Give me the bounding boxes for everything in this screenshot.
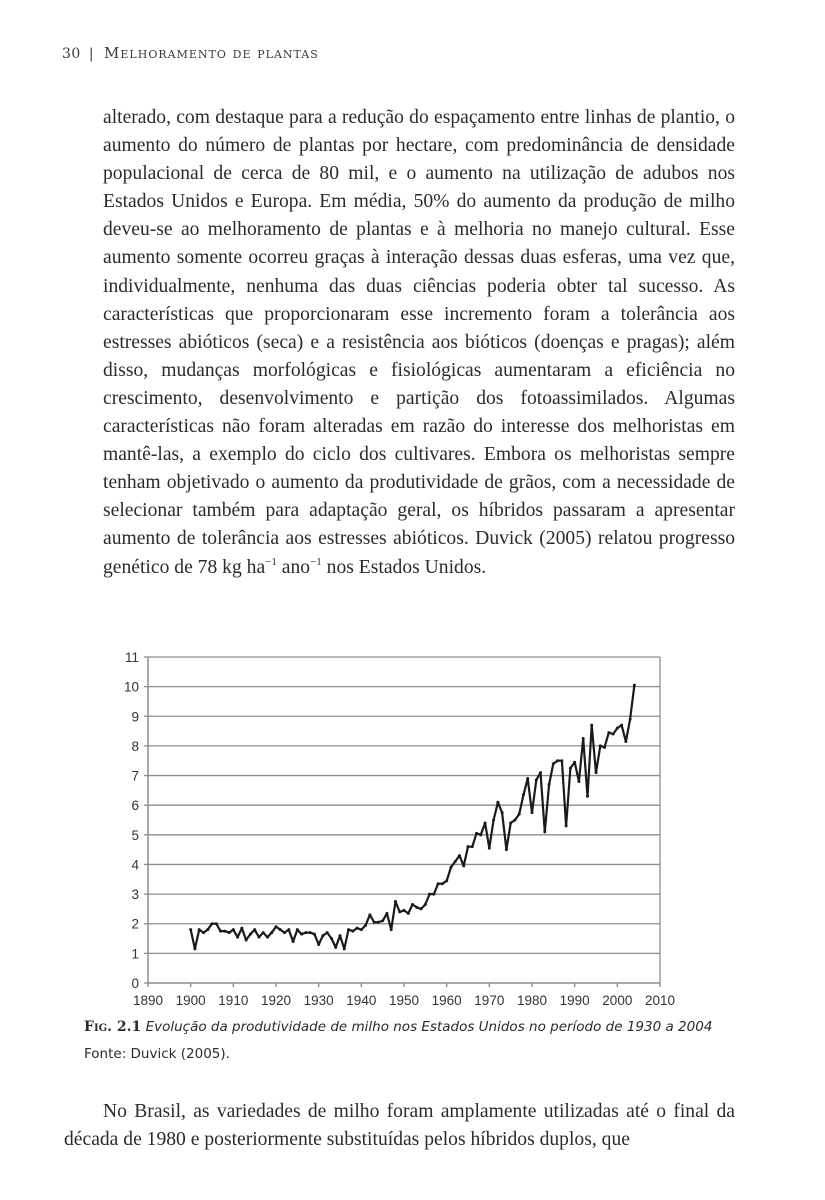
data-point <box>296 928 299 931</box>
superscript: −1 <box>310 555 322 568</box>
data-point <box>279 928 282 931</box>
data-point <box>531 811 534 814</box>
x-tick-label: 1900 <box>175 993 206 1008</box>
y-tick-label: 9 <box>131 709 139 725</box>
running-head <box>62 44 319 62</box>
book-title: Melhoramento de plantas <box>104 44 319 62</box>
data-point <box>522 793 525 796</box>
data-point <box>607 731 610 734</box>
data-point <box>445 879 448 882</box>
data-point <box>219 930 222 933</box>
data-point <box>577 780 580 783</box>
data-point <box>287 928 290 931</box>
data-point <box>565 824 568 827</box>
body-paragraph-2: No Brasil, as variedades de milho foram amplamente utilizadas até o final da década de 1980 e posteriormente substituídas pelos híbridos duplos, que <box>64 1101 735 1151</box>
x-tick-label: 2000 <box>602 993 633 1008</box>
paragraph-text: nos Estados Unidos. <box>321 556 487 578</box>
data-point <box>368 913 371 916</box>
paragraph-text: alterado, com destaque para a redução do espaçamento entre linhas de plantio, o aumento do número de plantas por hectare, com predominância de densidade populacional de cerca de 80 mil, e o aumento na utilização de adubos nos Estados Unidos e Europa. Em média, 50% do aumento da produção de milho deveu-se ao melhoramento de plantas e à melhoria no manejo cultural. Esse aumento somente ocorreu graças à interação dessas duas esferas, uma vez que, individualmente, nenhuma das duas ciências poderia obter tal sucesso. As características que proporcionaram esse incremento foram a tolerância aos estresses abióticos (seca) e a resistência aos bióticos (doenças e pragas); além disso, mudanças morfológicas e fisiológicas aumentaram a eficiência no crescimento, desenvolvimento e partição dos fotoassimilados. Algumas características não foram alteradas em razão do interesse dos melhoristas em mantê-las, a exemplo do ciclo dos cultivares. Embora os melhoristas sempre tenham objetivado o aumento da produtividade de grãos, com a necessidade de selecionar também para adaptação geral, os híbridos passaram a apresentar aumento de tolerância aos estresses abióticos. Duvick (2005) relatou progresso genético de 78 kg ha <box>103 107 735 578</box>
data-point <box>548 783 551 786</box>
data-point <box>595 771 598 774</box>
data-point <box>599 744 602 747</box>
superscript: −1 <box>265 555 277 568</box>
data-point <box>407 912 410 915</box>
series <box>189 684 636 951</box>
x-tick-label: 1960 <box>431 993 462 1008</box>
data-point <box>228 931 231 934</box>
data-point <box>488 847 491 850</box>
data-point <box>432 893 435 896</box>
data-point <box>629 718 632 721</box>
data-point <box>612 733 615 736</box>
y-tick-label: 4 <box>131 857 139 873</box>
data-point <box>390 928 393 931</box>
data-point <box>266 936 269 939</box>
header-separator: | <box>88 46 95 62</box>
data-point <box>424 903 427 906</box>
data-point <box>198 928 201 931</box>
data-point <box>351 930 354 933</box>
y-tick-label: 2 <box>131 916 139 932</box>
data-point <box>467 845 470 848</box>
x-tick-label: 2010 <box>644 993 676 1008</box>
y-tick-label: 0 <box>131 976 139 991</box>
data-point <box>381 919 384 922</box>
y-tick-label: 8 <box>131 738 139 754</box>
data-point <box>458 854 461 857</box>
data-point <box>509 821 512 824</box>
data-point <box>193 947 196 950</box>
data-point <box>573 761 576 764</box>
data-point <box>484 821 487 824</box>
data-point <box>603 746 606 749</box>
data-point <box>535 778 538 781</box>
x-tick-labels <box>133 993 675 1008</box>
data-point <box>215 922 218 925</box>
x-tick-label: 1940 <box>346 993 377 1008</box>
data-point <box>501 811 504 814</box>
data-point <box>569 767 572 770</box>
data-point <box>249 933 252 936</box>
data-point <box>403 909 406 912</box>
data-point <box>616 727 619 730</box>
yield-line-chart <box>100 640 676 1015</box>
data-point <box>552 762 555 765</box>
data-point <box>270 931 273 934</box>
data-point <box>330 937 333 940</box>
data-point <box>257 936 260 939</box>
x-tick-label: 1920 <box>260 993 292 1008</box>
y-tick-labels <box>124 650 140 991</box>
data-point <box>471 845 474 848</box>
data-point <box>441 882 444 885</box>
data-point <box>586 795 589 798</box>
data-point <box>211 922 214 925</box>
data-point <box>496 801 499 804</box>
data-point <box>394 900 397 903</box>
x-tick-label: 1980 <box>516 993 548 1008</box>
data-point <box>428 893 431 896</box>
data-point <box>232 928 235 931</box>
data-point <box>462 864 465 867</box>
data-point <box>253 928 256 931</box>
x-tick-label: 1990 <box>559 993 590 1008</box>
y-tick-label: 3 <box>131 887 139 903</box>
data-point <box>560 759 563 762</box>
data-point <box>420 907 423 910</box>
data-point <box>513 819 516 822</box>
data-point <box>633 684 636 687</box>
data-point <box>189 928 192 931</box>
x-tick-label: 1970 <box>474 993 505 1008</box>
data-point <box>309 931 312 934</box>
data-point <box>492 819 495 822</box>
data-point <box>360 928 363 931</box>
data-point <box>398 910 401 913</box>
data-point <box>415 906 418 909</box>
body-paragraph <box>103 104 735 582</box>
data-point <box>206 928 209 931</box>
data-point <box>304 931 307 934</box>
page-number: 30 <box>62 46 81 62</box>
data-point <box>343 947 346 950</box>
x-tick-label: 1930 <box>303 993 334 1008</box>
x-tick-label: 1910 <box>218 993 249 1008</box>
paragraph-text: ano <box>276 556 311 578</box>
y-tick-label: 5 <box>131 827 139 843</box>
data-point <box>437 882 440 885</box>
data-point <box>236 936 239 939</box>
data-point <box>454 860 457 863</box>
data-point <box>411 903 414 906</box>
y-tick-label: 11 <box>124 650 139 665</box>
data-point <box>364 924 367 927</box>
data-point <box>582 737 585 740</box>
data-point <box>479 833 482 836</box>
data-point <box>590 724 593 727</box>
data-point <box>275 925 278 928</box>
data-point <box>334 946 337 949</box>
y-tick-label: 6 <box>131 798 139 814</box>
data-point <box>356 927 359 930</box>
data-point <box>624 740 627 743</box>
data-point <box>202 931 205 934</box>
data-point <box>339 934 342 937</box>
data-point <box>292 940 295 943</box>
data-point <box>313 933 316 936</box>
figure-label: Fig. 2.1 <box>84 1019 142 1035</box>
figure-source: Fonte: Duvick (2005). <box>84 1046 230 1062</box>
data-point <box>317 943 320 946</box>
data-point <box>526 777 529 780</box>
figure-caption-text: Evolução da produtividade de milho nos Estados Unidos no período de 1930 a 2004 <box>145 1019 713 1035</box>
data-point <box>347 928 350 931</box>
y-tick-label: 7 <box>131 768 139 784</box>
y-tick-label: 1 <box>131 946 139 962</box>
data-point <box>326 931 329 934</box>
x-tick-label: 1890 <box>132 993 164 1008</box>
data-point <box>300 933 303 936</box>
data-point <box>283 931 286 934</box>
data-point <box>245 939 248 942</box>
data-point <box>377 921 380 924</box>
data-point <box>373 921 376 924</box>
y-tick-label: 10 <box>123 679 139 695</box>
data-point <box>543 830 546 833</box>
axes <box>144 657 660 987</box>
data-point <box>475 832 478 835</box>
data-point <box>620 724 623 727</box>
data-point <box>539 771 542 774</box>
data-point <box>321 934 324 937</box>
data-point <box>262 931 265 934</box>
series-line <box>191 685 635 949</box>
data-point <box>518 813 521 816</box>
data-point <box>385 912 388 915</box>
data-point <box>556 759 559 762</box>
data-point <box>223 930 226 933</box>
figure-caption <box>84 1019 712 1035</box>
data-point <box>449 866 452 869</box>
data-point <box>505 848 508 851</box>
x-tick-label: 1950 <box>388 993 420 1008</box>
data-point <box>240 927 243 930</box>
